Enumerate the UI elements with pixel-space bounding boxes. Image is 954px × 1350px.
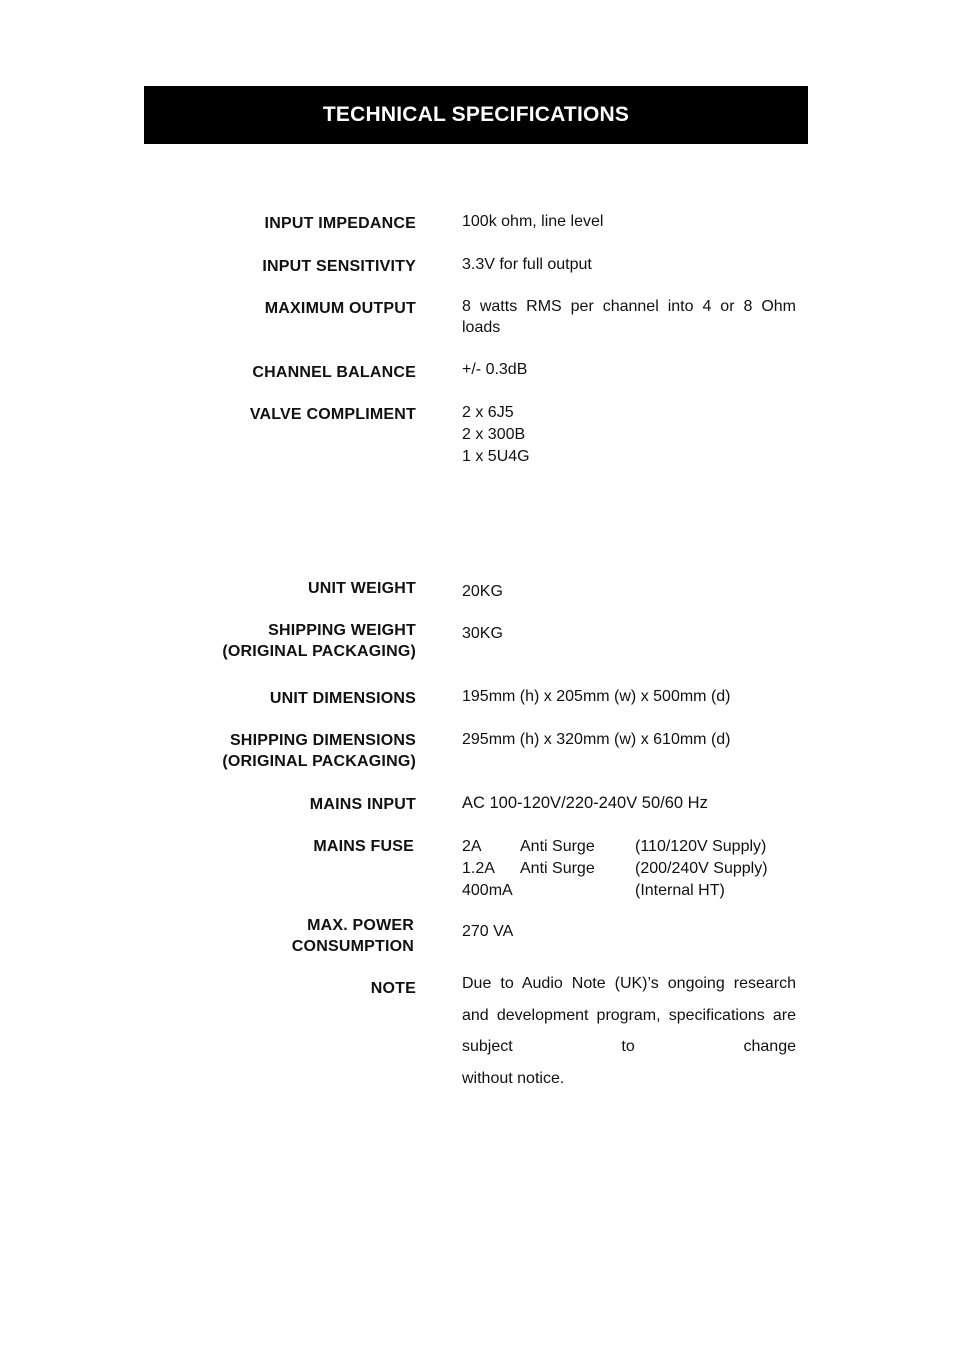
note-text-body: Due to Audio Note (UK)’s ongoing research and development program, specifications are subject to change: [462, 975, 796, 1055]
mains-input-value: AC 100-120V/220-240V 50/60 Hz: [462, 794, 708, 812]
shipping-dimensions-value: 295mm (h) x 320mm (w) x 610mm (d): [462, 731, 731, 748]
shipping-weight-label-line1: SHIPPING WEIGHT: [268, 622, 416, 639]
valve-item: 1 x 5U4G: [462, 448, 530, 465]
unit-weight-label: UNIT WEIGHT: [308, 580, 416, 597]
shipping-dimensions-label-line1: SHIPPING DIMENSIONS: [229, 732, 416, 749]
note-text: [462, 968, 796, 1094]
fuse-supply: (200/240V Supply): [635, 860, 768, 877]
fuse-type: Anti Surge: [520, 860, 595, 877]
note-label: NOTE: [370, 980, 416, 997]
valve-item: 2 x 6J5: [462, 404, 514, 421]
input-impedance-label: INPUT IMPEDANCE: [264, 215, 416, 232]
unit-weight-value: 20KG: [462, 583, 503, 600]
valve-item: 2 x 300B: [462, 426, 526, 443]
fuse-supply: (Internal HT): [635, 882, 725, 899]
input-sensitivity-label: INPUT SENSITIVITY: [262, 258, 416, 275]
fuse-row: [462, 836, 796, 858]
channel-balance-value: +/- 0.3dB: [462, 361, 528, 378]
shipping-dimensions-label: [222, 730, 416, 772]
mains-fuse-label: MAINS FUSE: [313, 838, 414, 855]
max-power-label-line2: CONSUMPTION: [291, 938, 414, 955]
mains-fuse-table: [462, 836, 796, 902]
valve-compliment-list: [462, 402, 796, 468]
unit-dimensions-value: 195mm (h) x 205mm (w) x 500mm (d): [462, 688, 731, 705]
max-power-value: 270 VA: [462, 923, 514, 940]
channel-balance-label: CHANNEL BALANCE: [252, 364, 416, 381]
fuse-rating: 2A: [462, 838, 482, 855]
shipping-weight-label-line2: (ORIGINAL PACKAGING): [222, 643, 416, 660]
note-text-end: without notice.: [462, 1069, 565, 1087]
fuse-supply: (110/120V Supply): [635, 838, 767, 855]
maximum-output-label: MAXIMUM OUTPUT: [264, 300, 416, 317]
max-power-label: [292, 915, 414, 957]
shipping-weight-value: 30KG: [462, 625, 503, 642]
page-title: TECHNICAL SPECIFICATIONS: [144, 86, 808, 144]
fuse-row: [462, 858, 796, 880]
fuse-row: [462, 880, 796, 902]
fuse-type: Anti Surge: [520, 838, 595, 855]
fuse-rating: 400mA: [462, 882, 513, 899]
mains-input-label: MAINS INPUT: [309, 796, 416, 813]
max-power-label-line1: MAX. POWER: [307, 917, 414, 934]
unit-dimensions-label: UNIT DIMENSIONS: [269, 690, 416, 707]
valve-compliment-label: VALVE COMPLIMENT: [249, 406, 416, 423]
input-impedance-value: 100k ohm, line level: [462, 213, 604, 230]
shipping-dimensions-label-line2: (ORIGINAL PACKAGING): [222, 753, 416, 770]
maximum-output-value: 8 watts RMS per channel into 4 or 8 Ohm loads: [462, 298, 796, 336]
shipping-weight-label: [222, 620, 416, 662]
input-sensitivity-value: 3.3V for full output: [462, 256, 592, 273]
fuse-rating: 1.2A: [462, 860, 495, 877]
